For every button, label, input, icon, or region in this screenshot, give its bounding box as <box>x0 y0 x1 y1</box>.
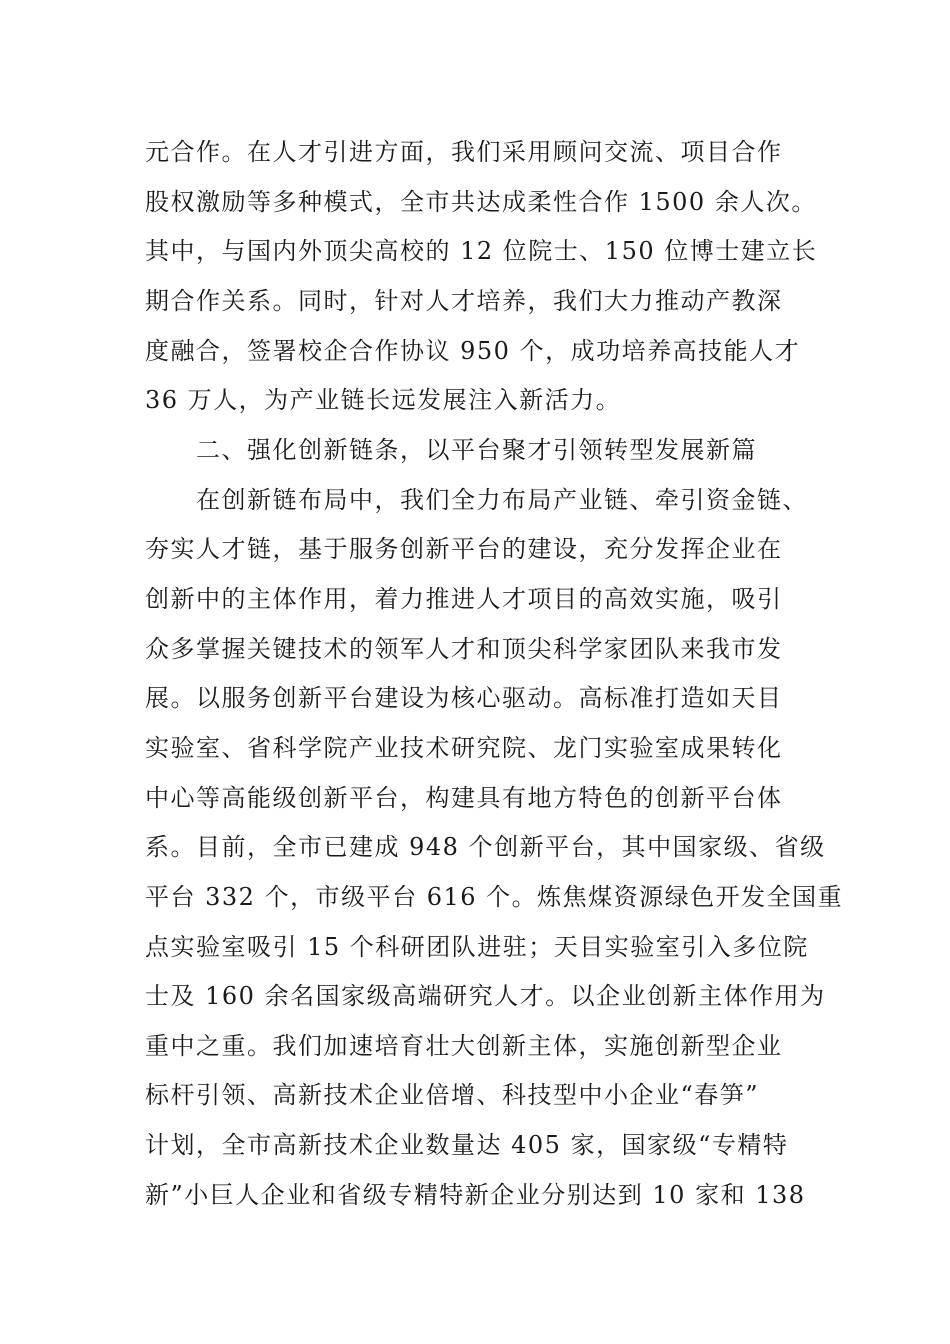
text-line: 实验室、省科学院产业技术研究院、龙门实验室成果转化 <box>145 734 783 762</box>
text-line: 度融合，签署校企合作协议 950 个，成功培养高技能人才 <box>145 337 801 365</box>
text-line: 期合作关系。同时，针对人才培养，我们大力推动产教深 <box>145 287 783 315</box>
paragraph-first-line: 在创新链布局中，我们全力布局产业链、牵引资金链、 <box>196 486 808 514</box>
text-line: 股权激励等多种模式，全市共达成柔性合作 1500 余人次。 <box>145 188 817 216</box>
text-line: 重中之重。我们加速培育壮大创新主体，实施创新型企业 <box>145 1032 783 1060</box>
text-line: 系。目前，全市已建成 948 个创新平台，其中国家级、省级 <box>145 833 826 861</box>
text-line: 夯实人才链，基于服务创新平台的建设，充分发挥企业在 <box>145 535 783 563</box>
text-line: 众多掌握关键技术的领军人才和顶尖科学家团队来我市发 <box>145 635 783 663</box>
text-line: 中心等高能级创新平台，构建具有地方特色的创新平台体 <box>145 784 783 812</box>
text-line: 元合作。在人才引进方面，我们采用顾问交流、项目合作 <box>145 138 783 166</box>
section-heading: 二、强化创新链条，以平台聚才引领转型发展新篇 <box>196 436 757 464</box>
text-line: 其中，与国内外顶尖高校的 12 位院士、150 位博士建立长 <box>145 237 818 265</box>
text-line: 新”小巨人企业和省级专精特新企业分别达到 10 家和 138 <box>145 1181 806 1209</box>
text-line: 展。以服务创新平台建设为核心驱动。高标准打造如天目 <box>145 684 783 712</box>
text-line: 创新中的主体作用，着力推进人才项目的高效实施，吸引 <box>145 585 783 613</box>
text-line: 点实验室吸引 15 个科研团队进驻；天目实验室引入多位院 <box>145 933 809 961</box>
text-line: 计划，全市高新技术企业数量达 405 家，国家级“专精特 <box>145 1131 789 1159</box>
text-line: 标杆引领、高新技术企业倍增、科技型中小企业“春笋” <box>145 1081 760 1109</box>
text-line: 36 万人，为产业链长远发展注入新活力。 <box>145 386 622 414</box>
text-line: 平台 332 个，市级平台 616 个。炼焦煤资源绿色开发全国重 <box>145 883 844 911</box>
text-line: 士及 160 余名国家级高端研究人才。以企业创新主体作用为 <box>145 982 826 1010</box>
